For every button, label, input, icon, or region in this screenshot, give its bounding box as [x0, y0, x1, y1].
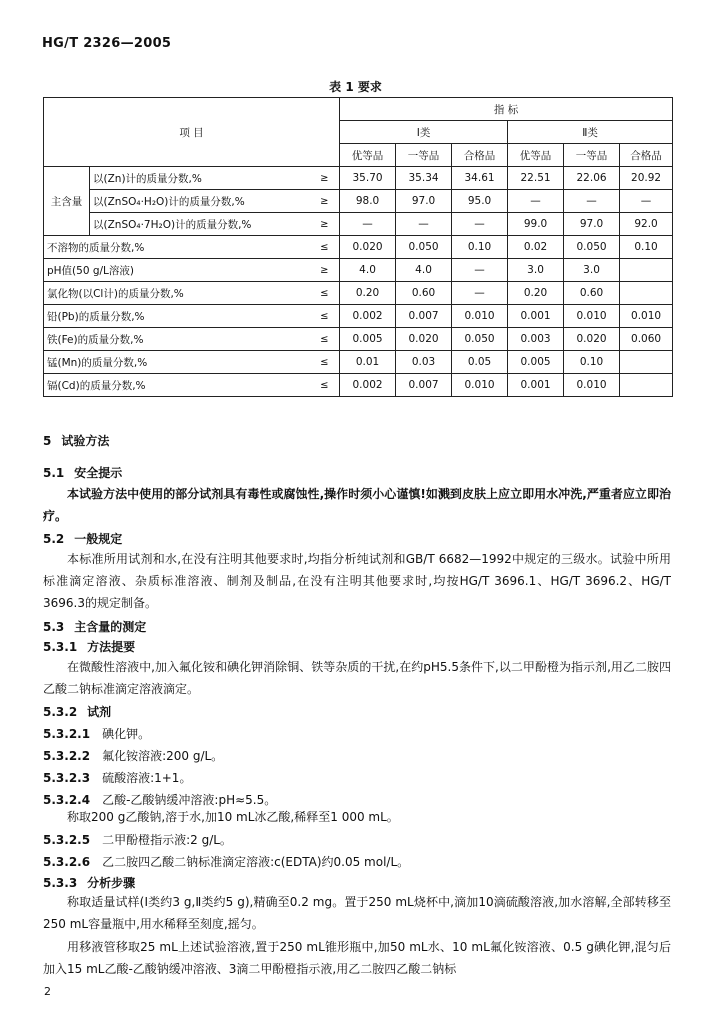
section-title: 方法提要 — [87, 640, 136, 654]
cell-value: 0.001 — [508, 305, 564, 328]
reagent-text: 乙酸-乙酸钠缓冲溶液:pH≈5.5。 — [102, 793, 277, 807]
table-row — [44, 328, 673, 351]
cell-value: 0.60 — [564, 282, 620, 305]
cell-value: 20.92 — [620, 167, 673, 190]
cell-value: 0.001 — [508, 374, 564, 397]
row-symbol: ≤ — [310, 282, 340, 305]
section-title: 主含量的测定 — [74, 620, 147, 634]
grade-header: 一等品 — [396, 144, 452, 167]
cell-value: 97.0 — [396, 190, 452, 213]
section-5-3-1-heading — [43, 638, 135, 655]
row-symbol: ≥ — [310, 167, 340, 190]
reagent-number: 5.3.2.2 — [43, 749, 91, 763]
cell-value: — — [564, 190, 620, 213]
cell-value: 0.01 — [340, 351, 396, 374]
table-row — [44, 190, 673, 213]
cell-value: 0.020 — [340, 236, 396, 259]
cell-value: 0.20 — [508, 282, 564, 305]
requirements-table — [43, 97, 673, 397]
row-symbol: ≥ — [310, 259, 340, 282]
section-title: 安全提示 — [74, 466, 123, 480]
table-row — [44, 351, 673, 374]
reagent-number: 5.3.2.4 — [43, 793, 91, 807]
reagent-item — [43, 747, 223, 764]
cell-value: 0.020 — [564, 328, 620, 351]
cell-value: — — [452, 259, 508, 282]
cell-value: 0.20 — [340, 282, 396, 305]
cell-value: 0.010 — [620, 305, 673, 328]
reagent-number: 5.3.2.3 — [43, 771, 91, 785]
reagent-item — [43, 725, 150, 742]
cell-value: 0.10 — [452, 236, 508, 259]
cell-value: 0.003 — [508, 328, 564, 351]
cell-value: 34.61 — [452, 167, 508, 190]
index-column-header: 指 标 — [340, 98, 673, 121]
table-row — [44, 259, 673, 282]
cell-value: — — [396, 213, 452, 236]
section-number: 5.3.1 — [43, 640, 78, 654]
section-number: 5.3.2 — [43, 705, 78, 719]
reagent-text: 碘化钾。 — [102, 727, 151, 741]
cell-value: 35.34 — [396, 167, 452, 190]
buffer-preparation-text: 称取200 g乙酸钠,溶于水,加10 mL冰乙酸,稀释至1 000 mL。 — [67, 810, 399, 824]
cell-value: 0.010 — [564, 374, 620, 397]
cell-value: — — [452, 213, 508, 236]
cell-value: 0.10 — [620, 236, 673, 259]
row-symbol: ≤ — [310, 305, 340, 328]
section-5-3-2-heading — [43, 703, 111, 720]
cell-value: 35.70 — [340, 167, 396, 190]
cell-value: 0.10 — [564, 351, 620, 374]
section-5-1-heading — [43, 464, 122, 481]
section-number: 5.2 — [43, 532, 65, 546]
row-symbol: ≤ — [310, 328, 340, 351]
cell-value: — — [508, 190, 564, 213]
cell-value: 99.0 — [508, 213, 564, 236]
main-content-label: 主含量 — [44, 167, 90, 236]
cell-value: 0.005 — [508, 351, 564, 374]
cell-value: 0.010 — [452, 305, 508, 328]
section-title: 分析步骤 — [87, 876, 136, 890]
row-symbol: ≤ — [310, 351, 340, 374]
analysis-step-paragraph-2: 用移液管移取25 mL上述试验溶液,置于250 mL锥形瓶中,加50 mL水、10 mL氟化铵溶液、0.5 g碘化钾,混匀后加入15 mL乙酸-乙酸钠缓冲溶液、3滴二甲酚橙指示液,用乙二胺四乙酸二钠标 — [43, 940, 671, 976]
row-item: 以(ZnSO₄·H₂O)计的质量分数,% — [90, 190, 310, 213]
section-title: 一般规定 — [74, 532, 123, 546]
table-header-row-1 — [44, 98, 673, 121]
page-number: 2 — [44, 985, 51, 998]
table-row — [44, 305, 673, 328]
cell-value: 0.050 — [452, 328, 508, 351]
cell-value: 4.0 — [340, 259, 396, 282]
reagent-text: 乙二胺四乙酸二钠标准滴定溶液:c(EDTA)约0.05 mol/L。 — [102, 855, 410, 869]
reagent-text: 硫酸溶液:1+1。 — [102, 771, 192, 785]
row-symbol: ≤ — [310, 374, 340, 397]
row-item: 不溶物的质量分数,% — [44, 236, 310, 259]
class-1-header: Ⅰ类 — [340, 121, 508, 144]
table-row — [44, 213, 673, 236]
row-item: 以(Zn)计的质量分数,% — [90, 167, 310, 190]
cell-value: — — [340, 213, 396, 236]
cell-value — [620, 282, 673, 305]
grade-header: 优等品 — [340, 144, 396, 167]
row-item: 铁(Fe)的质量分数,% — [44, 328, 310, 351]
row-item: pH值(50 g/L溶液) — [44, 259, 310, 282]
reagent-item — [43, 831, 232, 848]
section-title: 试验方法 — [61, 434, 110, 448]
standard-code-header: HG/T 2326—2005 — [42, 36, 172, 51]
reagent-number: 5.3.2.1 — [43, 727, 91, 741]
cell-value: 0.02 — [508, 236, 564, 259]
section-number: 5.3.3 — [43, 876, 78, 890]
reagent-number: 5.3.2.6 — [43, 855, 91, 869]
cell-value: 0.010 — [564, 305, 620, 328]
general-rules-paragraph: 本标准所用试剂和水,在没有注明其他要求时,均指分析纯试剂和GB/T 6682—1992中规定的三级水。试验中所用标准滴定溶液、杂质标准溶液、制剂及制品,在没有注明其他要求时,均按HG/T 3696.1、HG/T 3696.2、HG/T 3696.3的规定制备。 — [43, 552, 671, 610]
section-number: 5 — [43, 434, 52, 448]
cell-value: 0.005 — [340, 328, 396, 351]
section-number: 5.1 — [43, 466, 65, 480]
cell-value: 0.007 — [396, 374, 452, 397]
cell-value: — — [452, 282, 508, 305]
cell-value: 0.010 — [452, 374, 508, 397]
cell-value — [620, 351, 673, 374]
table-row — [44, 282, 673, 305]
section-5-3-3-heading — [43, 874, 135, 891]
row-item: 氯化物(以Cl计)的质量分数,% — [44, 282, 310, 305]
row-symbol: ≥ — [310, 190, 340, 213]
cell-value: 4.0 — [396, 259, 452, 282]
row-item: 镉(Cd)的质量分数,% — [44, 374, 310, 397]
grade-header: 优等品 — [508, 144, 564, 167]
method-summary-paragraph: 在微酸性溶液中,加入氟化铵和碘化钾消除铜、铁等杂质的干扰,在约pH5.5条件下,以二甲酚橙为指示剂,用乙二胺四乙酸二钠标准滴定溶液滴定。 — [43, 660, 671, 696]
cell-value: 22.51 — [508, 167, 564, 190]
cell-value: 92.0 — [620, 213, 673, 236]
item-column-header: 项 目 — [44, 98, 340, 167]
cell-value: 22.06 — [564, 167, 620, 190]
cell-value: 97.0 — [564, 213, 620, 236]
row-item: 以(ZnSO₄·7H₂O)计的质量分数,% — [90, 213, 310, 236]
reagent-number: 5.3.2.5 — [43, 833, 91, 847]
row-symbol: ≥ — [310, 213, 340, 236]
cell-value: 3.0 — [564, 259, 620, 282]
cell-value: 0.060 — [620, 328, 673, 351]
cell-value — [620, 374, 673, 397]
reagent-text: 氟化铵溶液:200 g/L。 — [102, 749, 224, 763]
row-symbol: ≤ — [310, 236, 340, 259]
cell-value: 0.050 — [564, 236, 620, 259]
section-5-2-heading — [43, 530, 122, 547]
section-5-3-heading — [43, 618, 146, 635]
cell-value: 0.002 — [340, 374, 396, 397]
cell-value: 95.0 — [452, 190, 508, 213]
class-2-header: Ⅱ类 — [508, 121, 673, 144]
section-number: 5.3 — [43, 620, 65, 634]
grade-header: 合格品 — [620, 144, 673, 167]
table-title: 表 1 要求 — [329, 80, 382, 94]
grade-header: 合格品 — [452, 144, 508, 167]
grade-header: 一等品 — [564, 144, 620, 167]
cell-value: 0.007 — [396, 305, 452, 328]
table-row — [44, 374, 673, 397]
table-row — [44, 236, 673, 259]
reagent-text: 二甲酚橙指示液:2 g/L。 — [102, 833, 232, 847]
cell-value — [620, 259, 673, 282]
section-5-heading — [43, 432, 109, 449]
row-item: 锰(Mn)的质量分数,% — [44, 351, 310, 374]
cell-value: 0.05 — [452, 351, 508, 374]
cell-value: 3.0 — [508, 259, 564, 282]
reagent-item — [43, 769, 191, 786]
cell-value: 0.60 — [396, 282, 452, 305]
reagent-item — [43, 853, 409, 870]
analysis-step-paragraph-1: 称取适量试样(Ⅰ类约3 g,Ⅱ类约5 g),精确至0.2 mg。置于250 mL烧杯中,滴加10滴硫酸溶液,加水溶解,全部转移至250 mL容量瓶中,用水稀释至刻度,摇匀。 — [43, 895, 671, 931]
cell-value: 0.050 — [396, 236, 452, 259]
cell-value: 0.020 — [396, 328, 452, 351]
cell-value: 0.03 — [396, 351, 452, 374]
cell-value: — — [620, 190, 673, 213]
safety-warning-paragraph: 本试验方法中使用的部分试剂具有毒性或腐蚀性,操作时须小心谨慎!如溅到皮肤上应立即用水冲洗,严重者应立即治疗。 — [43, 487, 671, 523]
cell-value: 98.0 — [340, 190, 396, 213]
table-row — [44, 167, 673, 190]
row-item: 铅(Pb)的质量分数,% — [44, 305, 310, 328]
cell-value: 0.002 — [340, 305, 396, 328]
section-title: 试剂 — [87, 705, 112, 719]
